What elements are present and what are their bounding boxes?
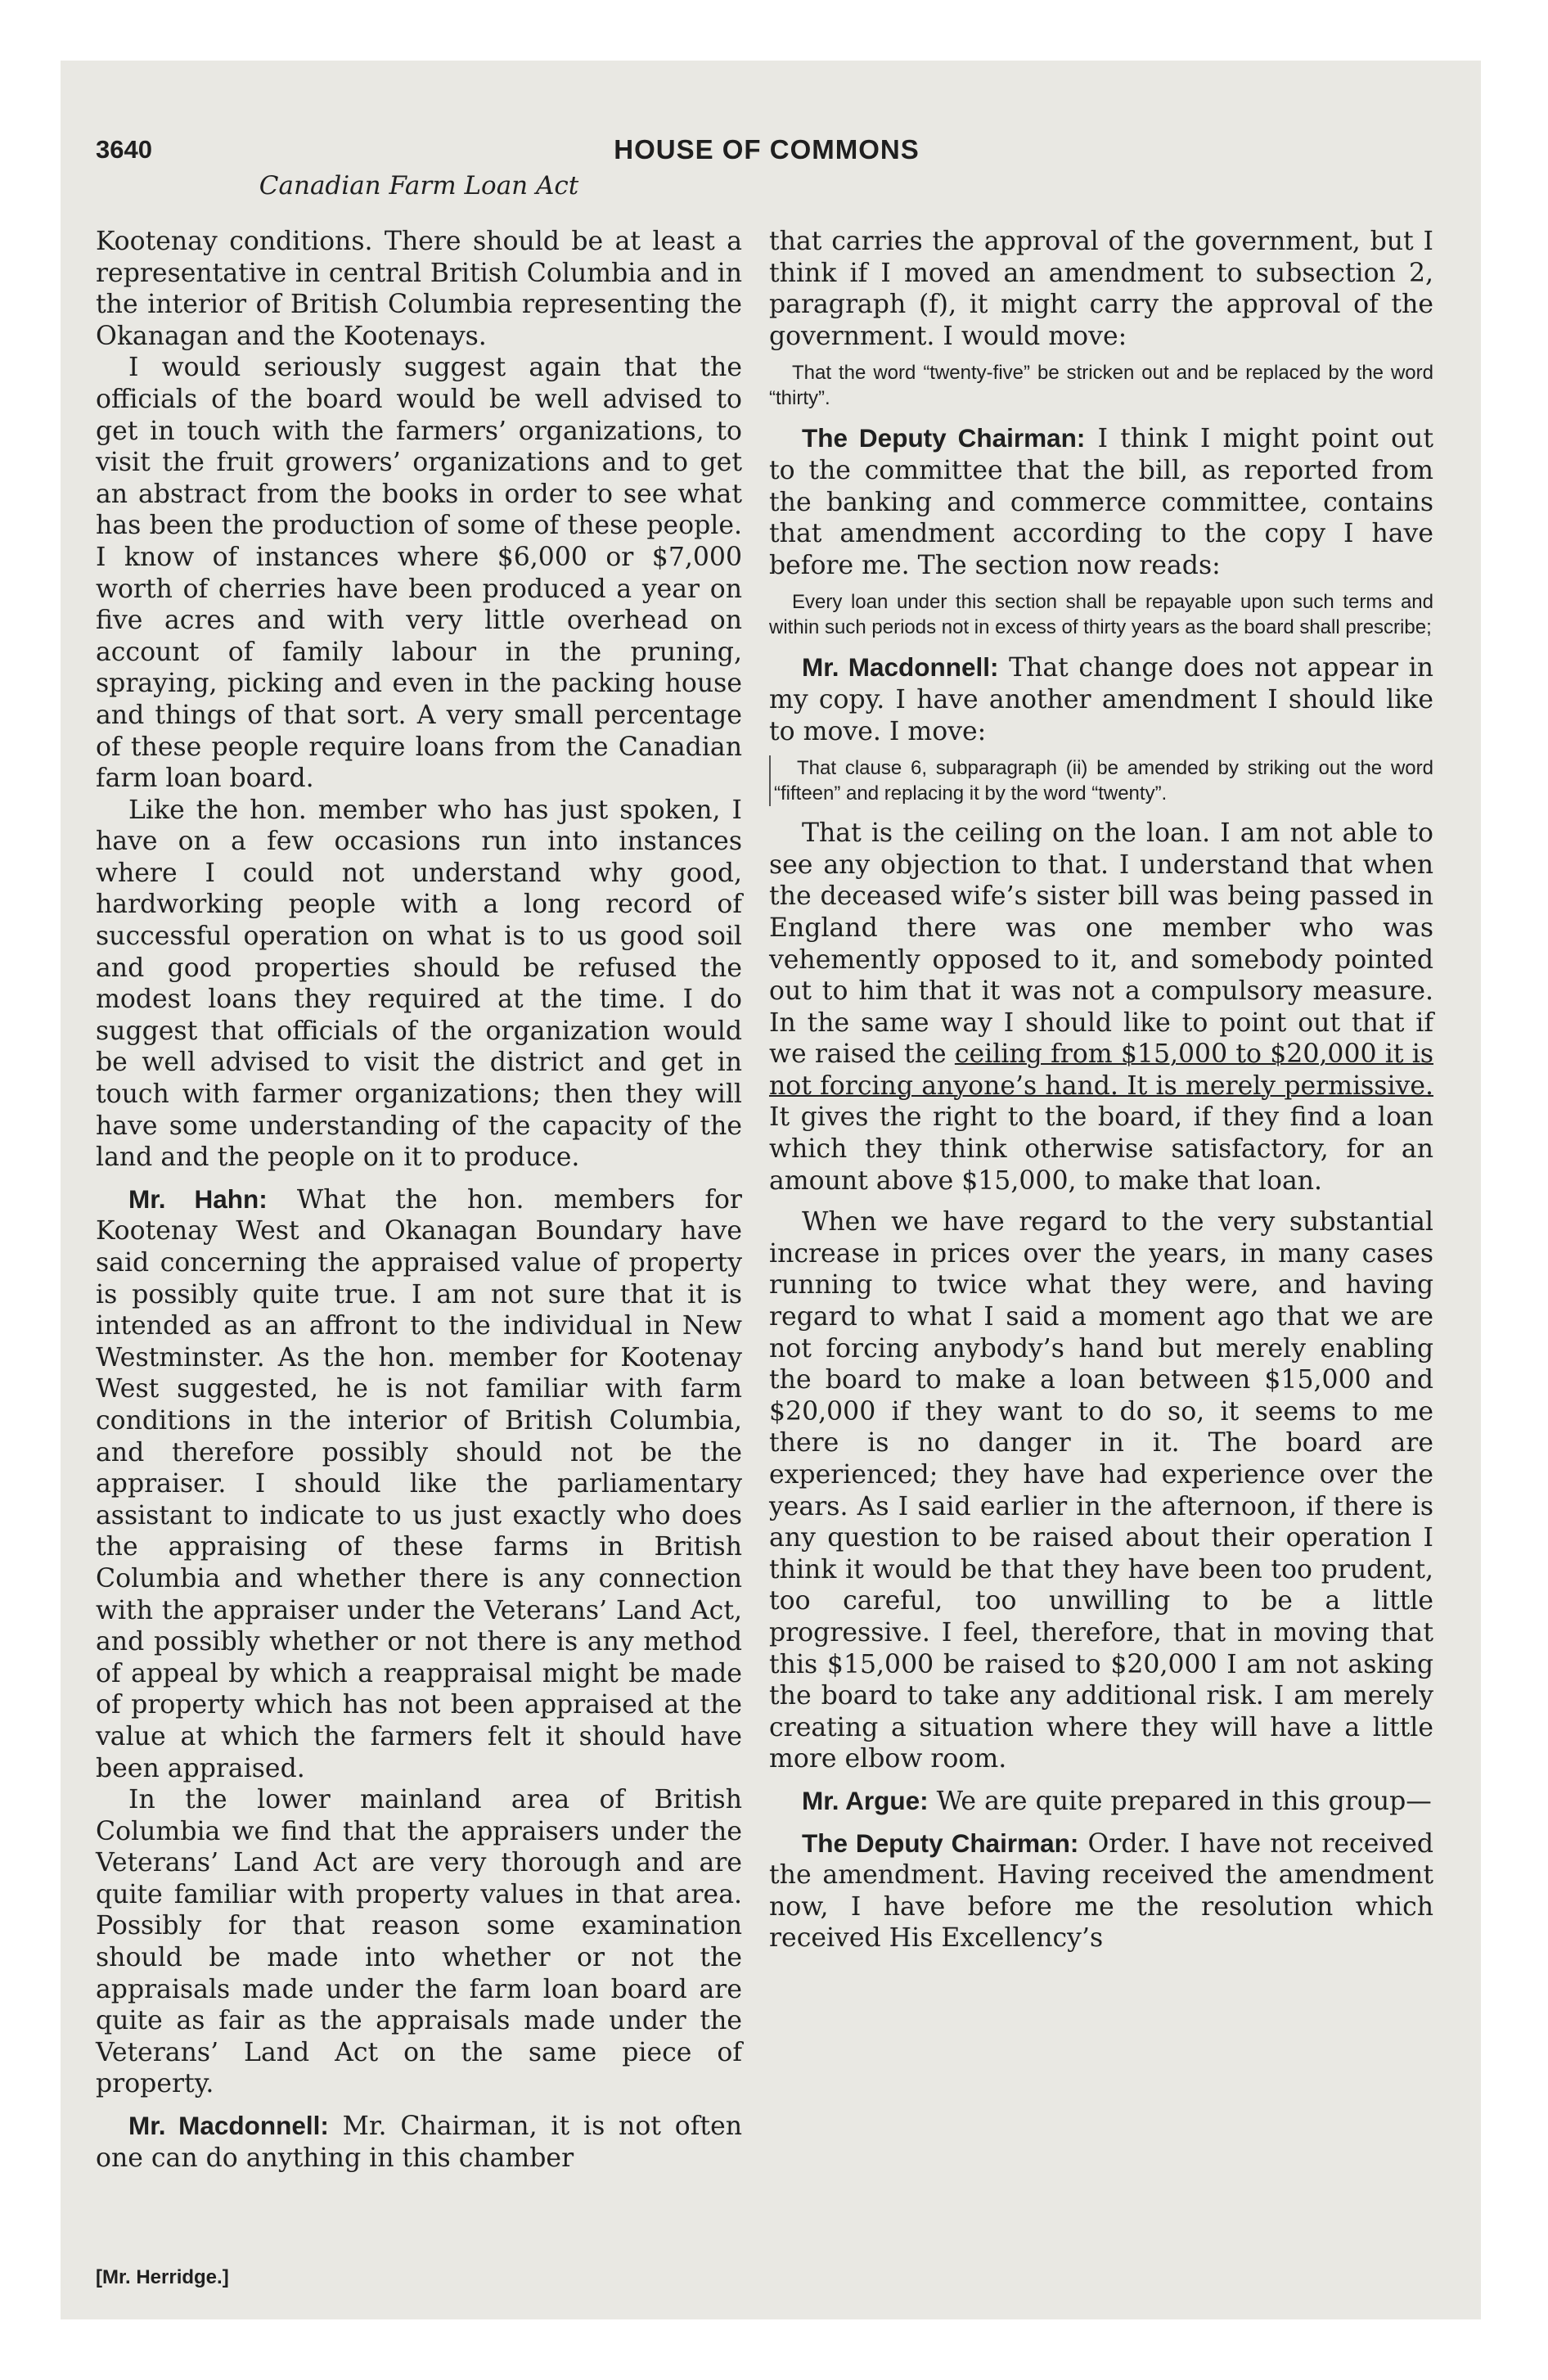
speech-macdonnell [769, 651, 1433, 747]
speaker-name: The Deputy Chairman: [802, 1828, 1079, 1858]
paragraph: that carries the approval of the government, but I think if I moved an amendment to subsection 2, paragraph (f), it might carry the approval of the government. I would move: [769, 227, 1433, 351]
speech-text: We are quite prepared in this group— [936, 1786, 1432, 1816]
quoted-section: Every loan under this section shall be repayable upon such terms and within such periods not in excess of thirty years as the board shall prescribe; [769, 591, 1433, 639]
speech-text: I think I might point out to the committee that the bill, as reported from the banking and commerce committee, contains that amendment according to the copy I have before me. The section now reads: [769, 424, 1434, 580]
speech-deputy-chairman [769, 422, 1433, 581]
footer-attribution: [Mr. Herridge.] [96, 2266, 229, 2288]
section-title: Canadian Farm Loan Act [259, 171, 579, 201]
right-column [769, 226, 1433, 1954]
speech-macdonnell [96, 2110, 742, 2174]
text-run: That is the ceiling on the loan. I am not able to see any objection to that. I understand that when the deceased wife’s sister bill was being passed in England there was one member who was vehemently opposed to it, and somebody pointed out to him that it was not a compulsory measure. In the same way I should like to point out that if we raised the [769, 818, 1433, 1070]
underlined-text: ceiling from $15,000 to $20,000 it is not forcing anyone’s hand. It is merely permissive. [769, 1039, 1434, 1101]
paragraph: When we have regard to the very substantial increase in prices over the years, in many cases running to twice what they were, and having regard to what I said a moment ago that we are not forcing anybody’s hand but merely enabling the board to make a loan between $15,000 and $20,000 if they want to do so, it seems to me there is no danger in it. The board are experienced; they have had experience over the years. As I said earlier in the afternoon, if there is any question to be raised about their operation I think it would be that they have been too prudent, too careful, too unwilling to be a little progressive. I feel, therefore, that in moving that this $15,000 be raised to $20,000 I am not asking the board to take any additional risk. I am merely creating a situation where they will have a little more elbow room. [769, 1207, 1433, 1774]
text-run: It gives the right to the board, if they find a loan which they think otherwise satisfactory, for an amount above $15,000, to make that loan. [769, 1102, 1433, 1196]
left-column [96, 226, 742, 2174]
quoted-amendment: That clause 6, subparagraph (ii) be amended by striking out the word “fifteen” and replacing it by the word “twenty”. [769, 755, 1433, 806]
page-content [96, 134, 1438, 2288]
scanned-page [61, 61, 1481, 2319]
running-header [96, 134, 1438, 170]
quoted-amendment: That the word “twenty-five” be stricken out and be replaced by the word “thirty”. [769, 362, 1433, 410]
speech-text: That change does not appear in my copy. I have another amendment I should like to move. I move: [769, 653, 1433, 746]
speaker-name: Mr. Argue: [802, 1785, 929, 1815]
publication-title: HOUSE OF COMMONS [614, 134, 920, 165]
paragraph: Like the hon. member who has just spoken, I have on a few occasions run into instances where I could not understand why good, hardworking people with a long record of successful operation on what is to us good soil and good properties should be refused the modest loans they required at the time. I do suggest that officials of the organization would be well advised to visit the district and get in touch with farmer organizations; then they will have some understanding of the capacity of the land and the people on it to produce. [96, 795, 742, 1173]
paragraph: I would seriously suggest again that the officials of the board would be well advised to get in touch with the farmers’ organizations, to visit the fruit growers’ organizations and to get an abstract from the books in order to see what has been the production of some of these people. I know of instances where $6,000 or $7,000 worth of cherries have been produced a year on five acres and with very little overhead on account of family labour in the pruning, spraying, picking and even in the packing house and things of that sort. A very small percentage of these people require loans from the Canadian farm loan board. [96, 353, 742, 794]
speech-text: What the hon. members for Kootenay West and Okanagan Boundary have said concerning the appraised value of property is possibly quite true. I am not sure that it is intended as an affront to the individual in New Westminster. As the hon. member for Kootenay West suggested, he is not familiar with farm conditions in the interior of British Columbia, and therefore possibly should not be the appraiser. I should like the parliamentary assistant to indicate to us just exactly who does the appraising of these farms in British Columbia and whether there is any connection with the appraiser under the Veterans’ Land Act, and possibly whether or not there is any method of appeal by which a reappraisal might be made of property which has not been appraised at the value at which the farmers felt it should have been appraised. [96, 1184, 742, 1783]
speech-hahn [96, 1183, 742, 1784]
paragraph: Kootenay conditions. There should be at least a representative in central British Columbia and in the interior of British Columbia representing the Okanagan and the Kootenays. [96, 227, 742, 351]
speech-text: Mr. Chairman, it is not often one can do anything in this chamber [96, 2112, 742, 2173]
speaker-name: The Deputy Chairman: [802, 423, 1086, 453]
speech-text: Order. I have not received the amendment. Having received the amendment now, I have before me the resolution which received His Excellency’s [769, 1828, 1434, 1954]
page-number: 3640 [96, 135, 152, 164]
speaker-name: Mr. Macdonnell: [128, 2111, 329, 2141]
speech-deputy-chairman [769, 1828, 1433, 1954]
paragraph [769, 818, 1433, 1197]
speech-argue [769, 1785, 1433, 1818]
paragraph: In the lower mainland area of British Columbia we find that the appraisers under the Veterans’ Land Act are very thorough and are quite familiar with property values in that area. Possibly for that reason some examination should be made into whether or not the appraisals made under the farm loan board are quite as fair as the appraisals made under the Veterans’ Land Act on the same piece of property. [96, 1785, 742, 2099]
speaker-name: Mr. Macdonnell: [802, 652, 999, 683]
speaker-name: Mr. Hahn: [128, 1183, 268, 1214]
